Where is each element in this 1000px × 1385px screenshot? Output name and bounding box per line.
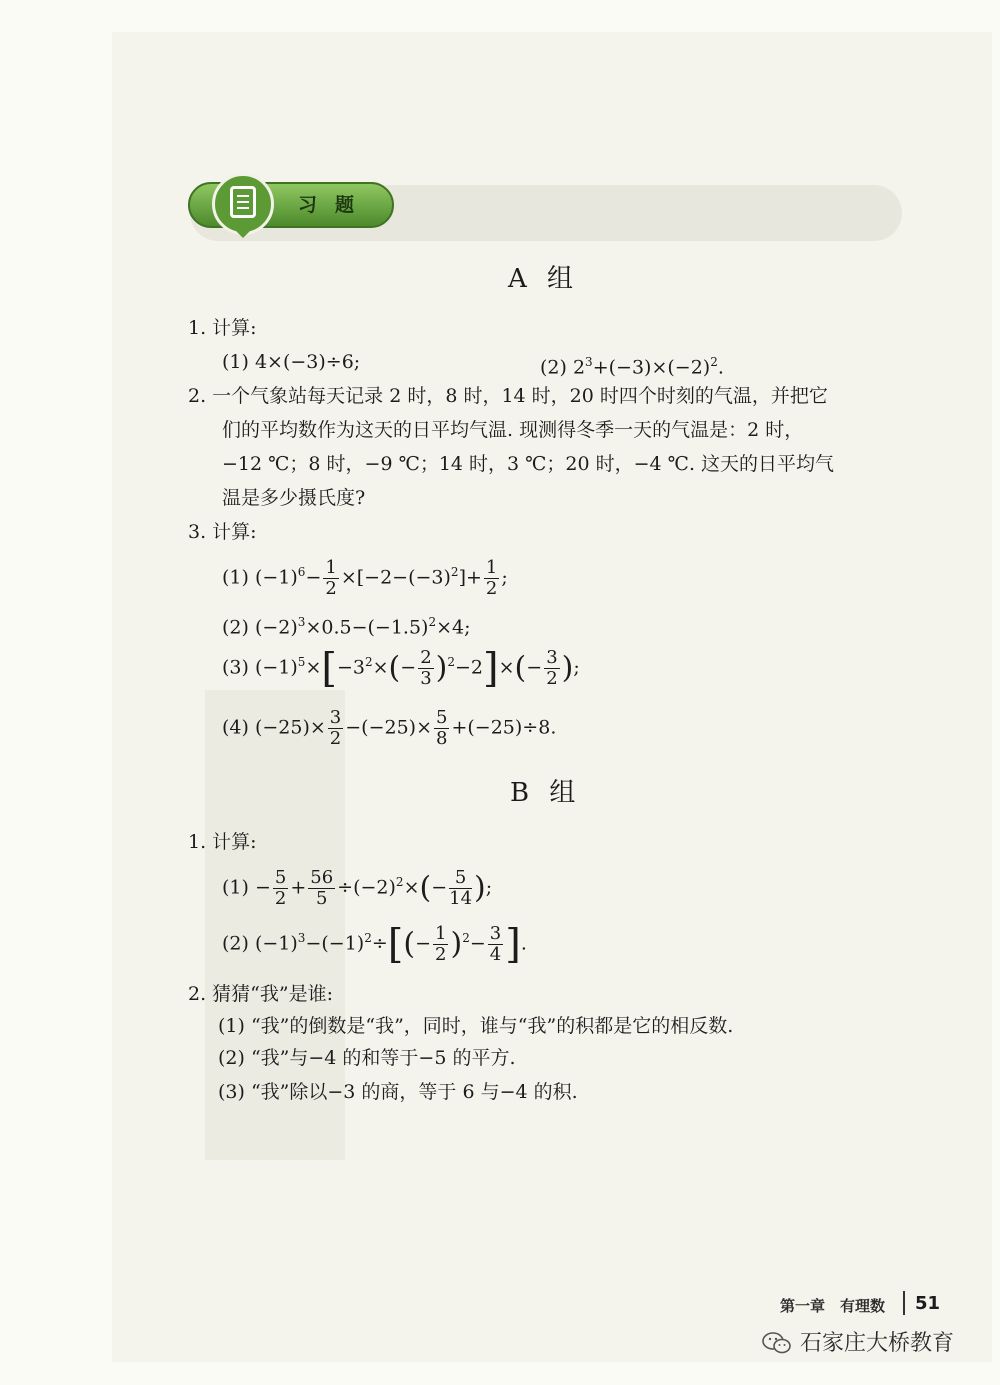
fraction: $\frac{5}{2}$ [274,867,287,909]
a-q3-expr3: (3) $(-1)^5\times[-3^2\times(-$ $\frac{2}{3}$ )$^2$−2]×(− $\frac{3}{2}$ ); [222,645,580,692]
chapter-label: 第一章 有理数 [780,1297,886,1315]
fraction: $\frac{1}{2}$ [325,557,337,599]
b-q2-label: 2. 猜猜“我”是谁: [188,983,333,1005]
a-q2-line4: 温是多少摄氏度? [222,487,366,509]
fraction: $\frac{1}{2}$ [435,923,447,965]
fraction: $\frac{3}{2}$ [329,707,342,749]
b-q1-label: 1. 计算: [188,831,257,853]
b-q1-expr1: (1) − $\frac{5}{2}$ + $\frac{56}{5}$ $\div(-2)^2\times(-$ $\frac{5}{14}$ ); [222,867,493,909]
watermark-text: 石家庄大桥教育 [800,1331,955,1356]
group-a-title: A 组 [508,264,580,294]
a-q2-line1: 2. 一个气象站每天记录 2 时，8 时，14 时，20 时四个时刻的气温，并把它 [188,385,828,407]
fraction: $\frac{1}{2}$ [485,557,498,599]
a-q2-line2: 们的平均数作为这天的日平均气温. 现测得冬季一天的气温是：2 时， [222,419,804,441]
fraction: $\frac{3}{2}$ [546,647,558,689]
footer-divider [903,1291,905,1315]
a-q3-expr1: (1) $(-1)^6-$ $\frac{1}{2}$ $\times[-2-(-3)^2]+$ $\frac{1}{2}$ ; [222,557,508,599]
a-q1-label: 1. 计算: [188,317,257,339]
wechat-icon [762,1331,792,1355]
b-q2-item1: (1) “我”的倒数是“我”，同时，谁与“我”的积都是它的相反数. [218,1015,734,1037]
a-q3-expr4: (4) (−25)× $\frac{3}{2}$ −(−25)× $\frac{5}{8}$ +(−25)÷8. [222,707,557,749]
b-q2-item2: (2) “我”与−4 的和等于−5 的平方. [218,1047,516,1069]
a-q1-part2: (2) $2^3+(-3)\times(-2)^2$. [540,355,724,379]
fraction: $\frac{5}{8}$ [436,707,448,749]
a-q3-label: 3. 计算: [188,521,257,543]
a-q1-part1: (1) 4×(−3)÷6; [222,351,361,373]
exercise-title: 习题 [298,194,373,216]
notebook-icon [230,186,256,218]
fraction: $\frac{56}{5}$ [310,867,334,909]
a-q2-line3: −12 ℃；8 时，−9 ℃；14 时，3 ℃；20 时，−4 ℃. 这天的日平均气 [222,453,835,475]
badge-pointer [236,231,250,238]
fraction: $\frac{2}{3}$ [420,647,432,689]
fraction: $\frac{5}{14}$ [449,867,473,909]
page-number: 51 [915,1293,941,1314]
fraction: $\frac{3}{4}$ [489,923,502,965]
group-b-title: B 组 [510,778,582,808]
a-q3-expr2: (2) $(-2)^3\times 0.5-(-1.5)^2\times 4$; [222,615,471,639]
b-q2-item3: (3) “我”除以−3 的商，等于 6 与−4 的积. [218,1081,578,1103]
b-q1-expr2: (2) $(-1)^3-(-1)^2\div[(-$ $\frac{1}{2}$ )$^2$− $\frac{3}{4}$ ]. [222,921,527,968]
